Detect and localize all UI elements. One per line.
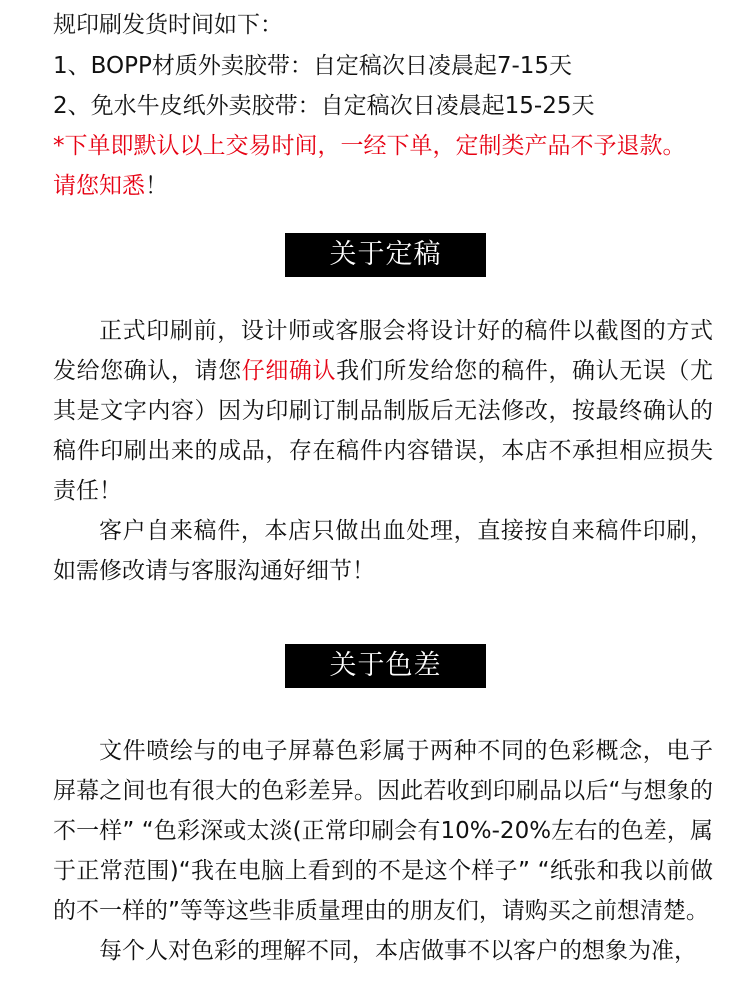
proof-highlight: 仔细确认 [241, 358, 337, 384]
section-heading-color: 关于色差 [285, 644, 486, 688]
shipping-item-kraft: 2、免水牛皮纸外卖胶带：自定稿次日凌晨起15-25天 [53, 93, 595, 119]
color-section-body [53, 731, 713, 971]
shipping-item-bopp: 1、BOPP材质外卖胶带：自定稿次日凌晨起7-15天 [53, 53, 573, 79]
color-difference-paragraph: 文件喷绘与的电子屏幕色彩属于两种不同的色彩概念，电子屏幕之间也有很大的色彩差异。因此若收到印刷品以后“与想象的不一样” “色彩深或太淡(正常印刷会有10%-20%左右的色差，属于正常范围)“我在电脑上看到的不是这个样子” “纸张和我以前做的不一样的”等等这些非质量理由的朋友们，请购买之前想清楚。 [53, 738, 713, 924]
color-perception-paragraph: 每个人对色彩的理解不同，本店做事不以客户的想象为准， [99, 938, 697, 964]
proof-paragraph [53, 311, 713, 511]
notice-acknowledge-text: 请您知悉 [53, 173, 145, 199]
notice-acknowledge [53, 171, 168, 201]
proof-paragraph-start: 正式印刷前，设计师或客服会将设计好的稿件以截图的方式发给您确认，请您 [53, 318, 713, 384]
own-artwork-paragraph: 客户自来稿件，本店只做出血处理，直接按自来稿件印刷，如需修改请与客服沟通好细节！ [53, 518, 713, 584]
section-heading-proof: 关于定稿 [285, 233, 486, 277]
notice-acknowledge-mark: ！ [145, 173, 168, 199]
refund-notice: *下单即默认以上交易时间，一经下单，定制类产品不予退款。 [53, 133, 686, 159]
proof-paragraph-end: 我们所发给您的稿件，确认无误（尤其是文字内容）因为印刷订制品制版后无法修改，按最终确认的稿件印刷出来的成品，存在稿件内容错误，本店不承担相应损失责任！ [53, 358, 714, 504]
proof-section-body [53, 311, 713, 591]
shipping-intro: 规印刷发货时间如下： [53, 12, 283, 38]
